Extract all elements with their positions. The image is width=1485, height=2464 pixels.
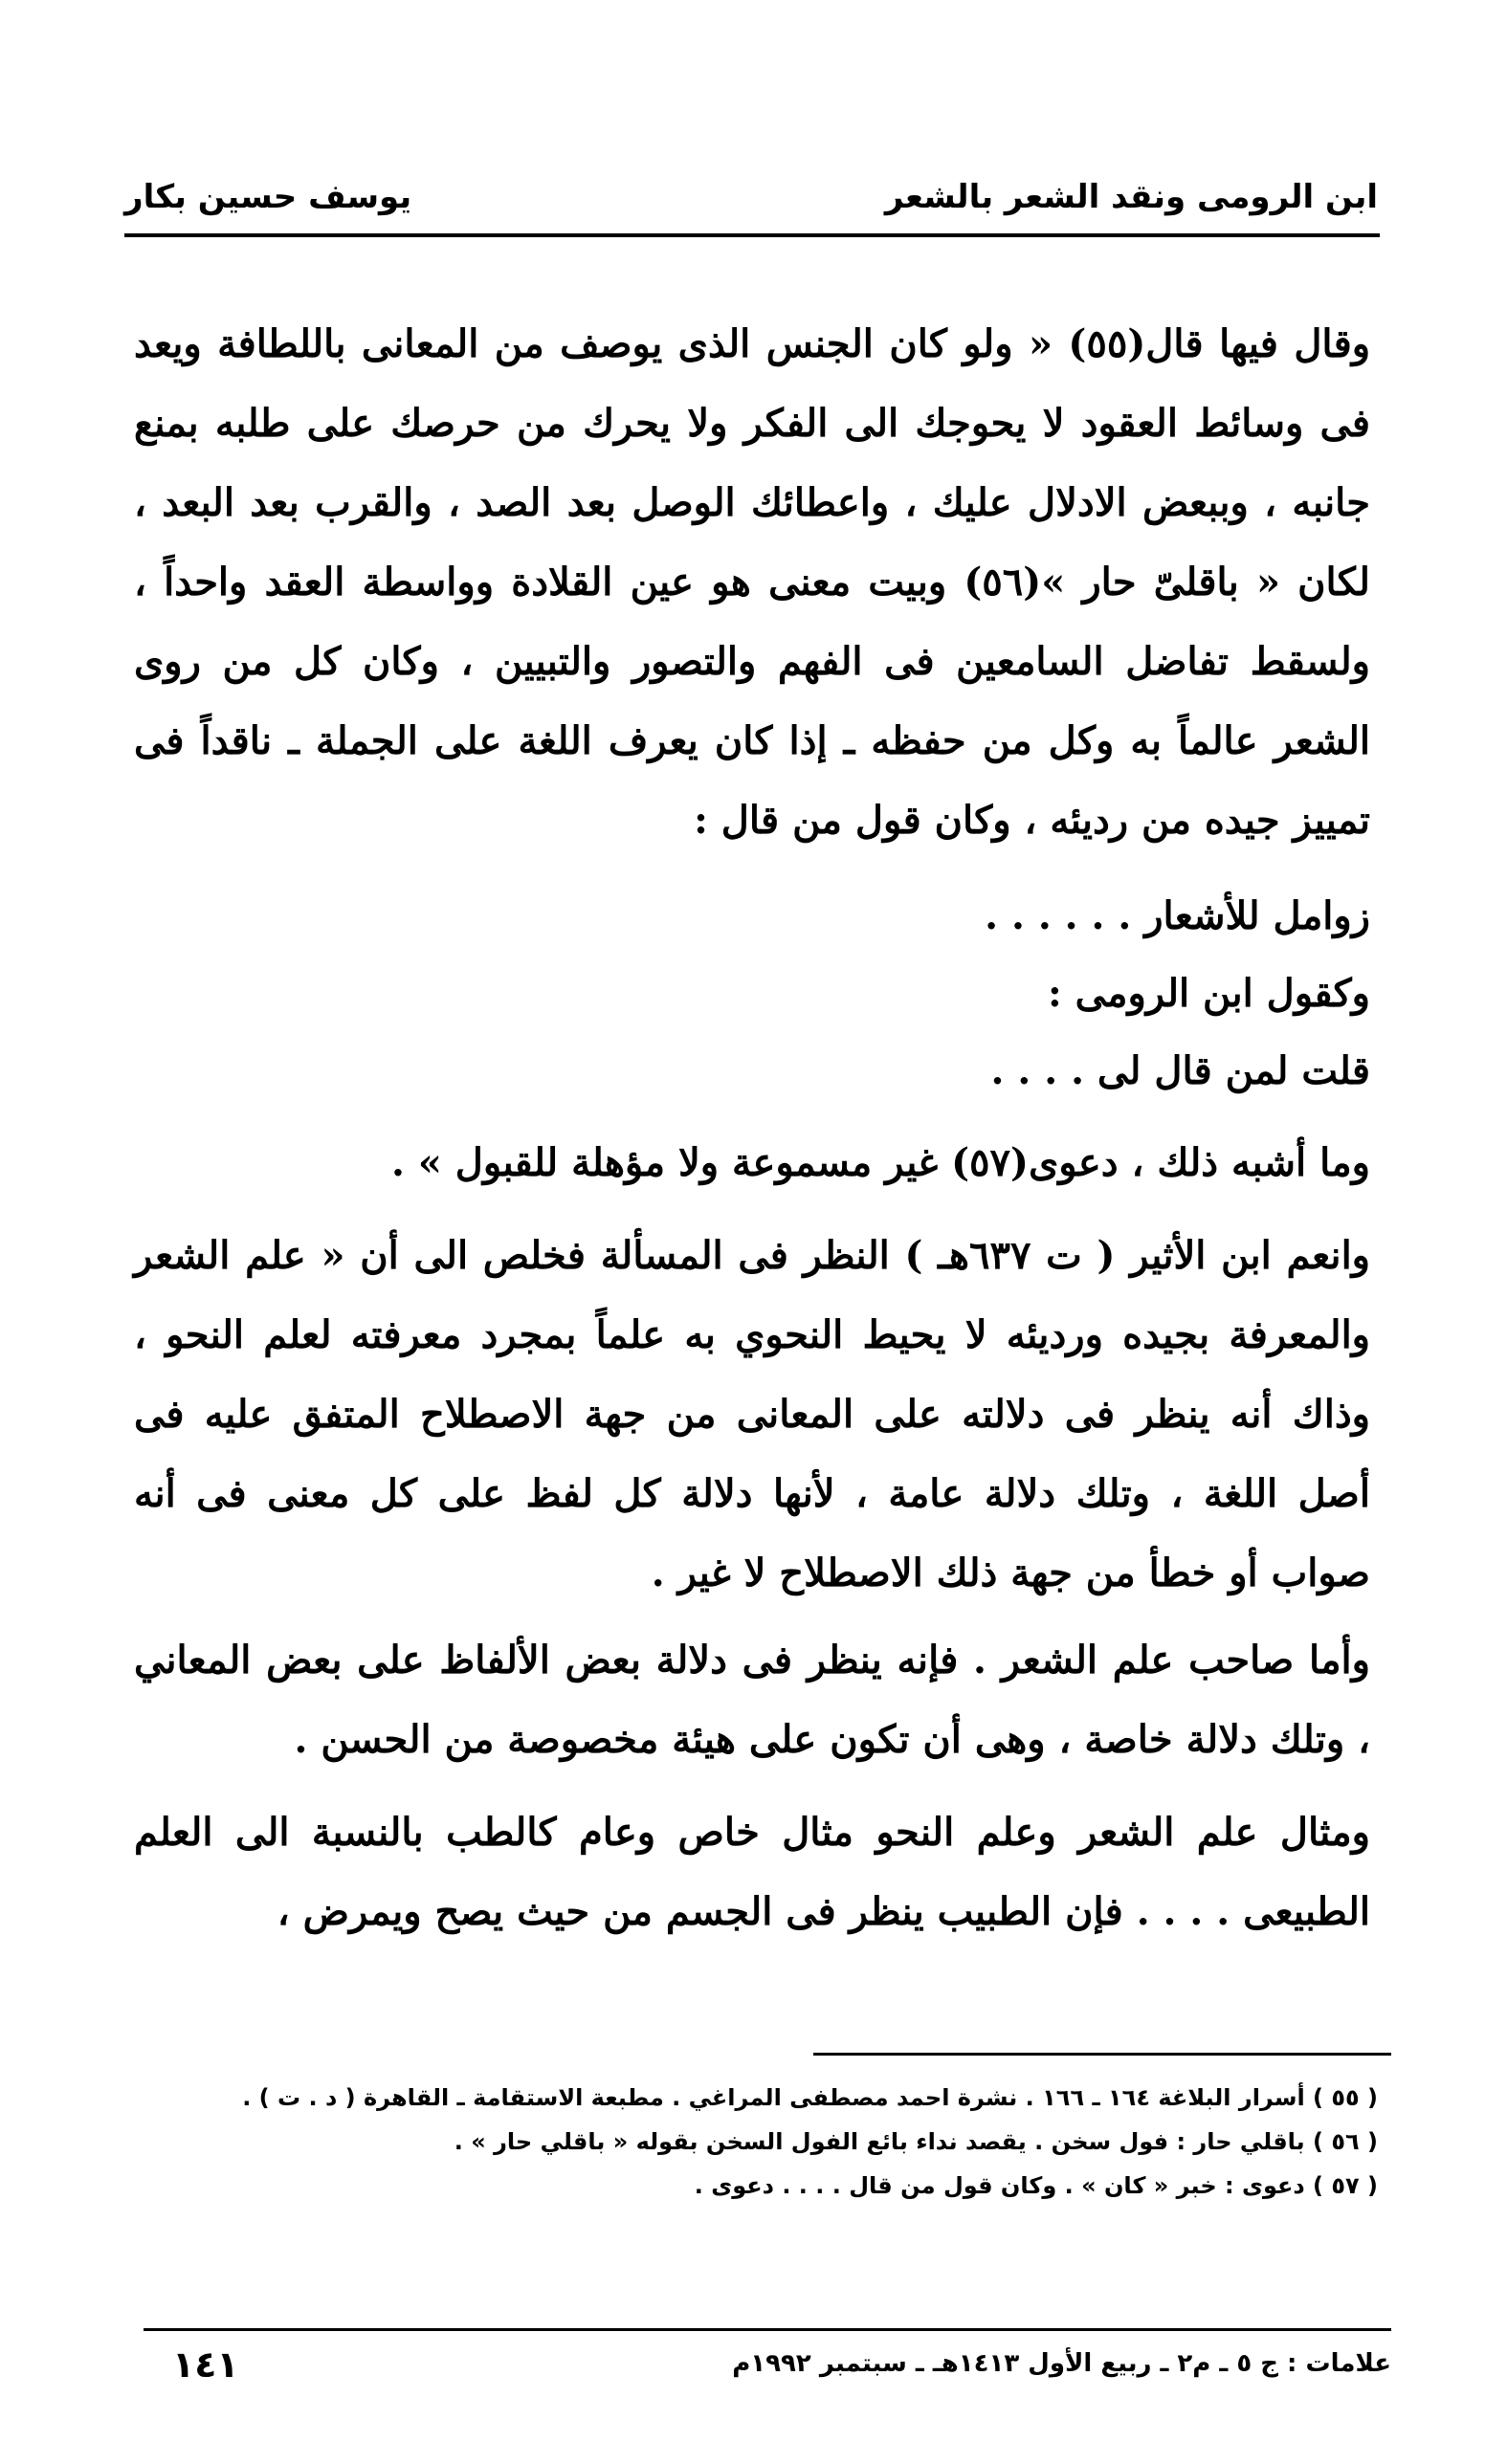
footnotes [124,2076,1378,2208]
paragraph: وانعم ابن الأثير ( ت ٦٣٧هـ ) النظر فى المسألة فخلص الى أن « علم الشعر والمعرفة بجيده ورديئه لا يحيط النحوي به علماً بمجرد معرفته لعلم النحو ، وذاك أنه ينظر فى دلالته على المعانى من جهة الاصطلاح المتفق عليه فى أصل اللغة ، وتلك دلالة عامة ، لأنها دلالة كل لفظ على كل معنى فى أنه صواب أو خطأ من جهة ذلك الاصطلاح لا غير . [134,1233,1370,1595]
verse-line: قلت لمن قال لى . . . . [990,1048,1370,1093]
paragraph: وما أشبه ذلك ، دعوى(٥٧) غير مسموعة ولا مؤهلة للقبول » . [390,1140,1370,1185]
paragraph: وأما صاحب علم الشعر . فإنه ينظر فى دلالة بعض الألفاظ على بعض المعاني ، وتلك دلالة خاصة ، وهى أن تكون على هيئة مخصوصة من الحسن . [134,1638,1370,1762]
journal-citation: علامات : ج ٥ ـ م٢ ـ ربيع الأول ١٤١٣هـ ـ سبتمبر ١٩٩٢م [732,2349,1391,2378]
footnote: ( ٥٧ ) دعوى : خبر « كان » . وكان قول من قال . . . . دعوى . [694,2172,1378,2199]
page-number: ١٤١ [172,2343,239,2386]
running-header [124,170,1378,228]
paragraph: وقال فيها قال(٥٥) « ولو كان الجنس الذى يوصف من المعانى باللطافة ويعد فى وسائط العقود لا يحوجك الى الفكر ولا يحرك من حرصك على طلبه بمنع جانبه ، وببعض الادلال عليك ، واعطائك الوصل بعد الصد ، والقرب بعد البعد ، لكان « باقلىّ حار »(٥٦) وبيت معنى هو عين القلادة وواسطة العقد واحداً ، ولسقط تفاضل السامعين فى الفهم والتصور والتبيين ، وكان كل من روى الشعر عالماً به وكل من حفظه ـ إذا كان يعرف اللغة على الجملة ـ ناقداً فى تمييز جيده من رديئه ، وكان قول من قال : [134,321,1371,843]
header-title: ابن الرومى ونقد الشعر بالشعر [884,178,1378,216]
verse-block [134,877,1370,1110]
footnote: ( ٥٥ ) أسرار البلاغة ١٦٤ ـ ١٦٦ . نشرة احمد مصطفى المراغي . مطبعة الاستقامة ـ القاهرة ( د . ت ) . [242,2084,1378,2111]
footnote: ( ٥٦ ) باقلي حار : فول سخن . يقصد نداء بائع الفول السخن بقوله « باقلي حار » . [454,2128,1378,2155]
header-rule [124,233,1380,237]
verse-line: زوامل للأشعار . . . . . . [985,893,1370,938]
footnote-rule [813,2053,1391,2056]
page-footer [144,2343,1391,2391]
footer-rule [144,2328,1391,2331]
verse-line: وكقول ابن الرومى : [1047,971,1370,1016]
paragraph: ومثال علم الشعر وعلم النحو مثال خاص وعام كالطب بالنسبة الى العلم الطبيعى . . . . فإن الطبيب ينظر فى الجسم من حيث يصح ويمرض ، [134,1810,1370,1934]
header-author: يوسف حسين بكار [124,178,412,216]
body-text [134,304,1370,1951]
